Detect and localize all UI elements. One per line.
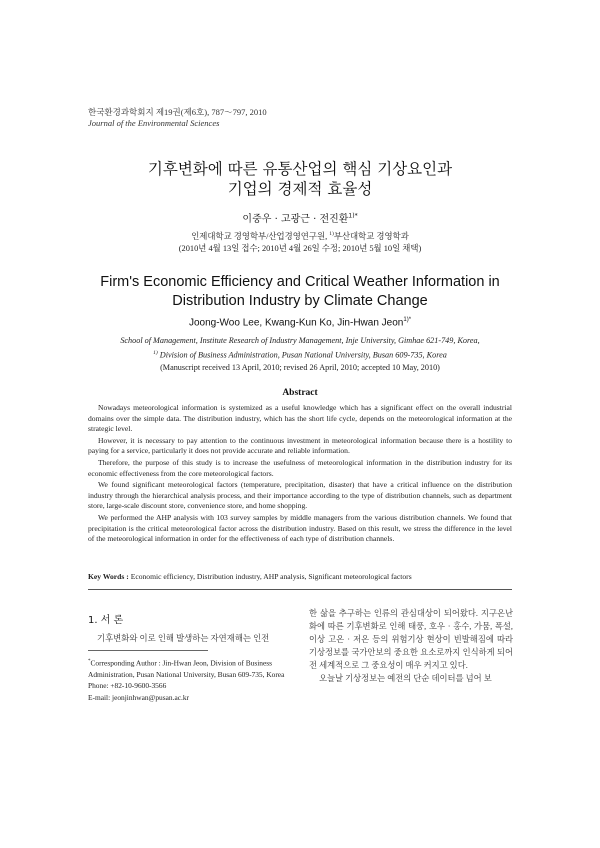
english-authors <box>0 317 600 328</box>
english-authors-mark: 1)* <box>403 317 412 323</box>
affiliation-mark: 1) <box>153 350 158 356</box>
english-received-dates: (Manuscript received 13 April, 2010; revised 26 April, 2010; accepted 10 May, 2010) <box>160 362 440 372</box>
keywords <box>88 572 512 582</box>
english-authors-names: Joong-Woo Lee, Kwang-Kun Ko, Jin-Hwan Jeon <box>188 317 404 329</box>
korean-authors <box>0 210 600 225</box>
korean-affiliation-pusan: 부산대학교 경영학과 <box>333 231 409 241</box>
journal-english: Journal of the Environmental Sciences <box>88 118 220 128</box>
footnote-phone: Phone: +82-10-9600-3566 <box>88 681 167 691</box>
korean-authors-mark: 1)* <box>348 212 358 220</box>
korean-title-line: 기후변화에 따른 유통산업의 핵심 기상요인과 <box>147 160 453 178</box>
right-column-paragraph: 오늘날 기상정보는 예전의 단순 데이터를 넘어 보 <box>319 674 492 683</box>
english-affiliation-inje: School of Management, Institute Research of Industry Management, Inje University, Gimhae 621-749, Korea, <box>120 336 480 345</box>
english-title <box>0 273 600 311</box>
abstract-paragraph: We performed the AHP analysis with 103 survey samples by middle managers from the various distribution channels. We found that precipitation is the critical meteorological factor across the distribution industry. Based on this result, we stress the difference in the level of the meteorological information in order for the effectiveness of each type of distribution channels. <box>88 512 512 544</box>
footnote-corresponding-author <box>88 656 298 680</box>
left-column-text: 기후변화와 이로 인해 발생하는 자연재해는 인전 <box>97 634 270 643</box>
keywords-text: Economic efficiency, Distribution industry, AHP analysis, Significant meteorological factors <box>128 572 412 581</box>
abstract-paragraph: Therefore, the purpose of this study is to increase the usefulness of meteorological information in the distribution industry for its economic effectiveness from the core meteorological factors. <box>88 457 512 478</box>
affiliation-mark: 1) <box>329 231 334 237</box>
journal-header <box>88 107 267 129</box>
right-column <box>309 607 513 685</box>
section-heading-introduction: 1. 서 론 <box>88 615 124 626</box>
english-title-line: Firm's Economic Efficiency and Critical Weather Information in <box>100 274 500 290</box>
korean-affiliation-line1 <box>0 228 600 243</box>
divider <box>88 589 512 590</box>
footnote-star: * <box>88 659 91 664</box>
korean-authors-names: 이중우 · 고광근 · 전진환 <box>242 214 349 225</box>
korean-affiliation-inje: 인제대학교 경영학부/산업경영연구원, <box>191 231 328 241</box>
english-affiliation-pusan-line <box>0 347 600 362</box>
korean-affiliation <box>0 228 600 255</box>
korean-received-dates: (2010년 4월 13일 접수; 2010년 4월 26일 수정; 2010년 5월 10일 채택) <box>178 243 422 253</box>
keywords-label: Key Words : <box>88 572 129 581</box>
footnote-author-text: Corresponding Author : Jin-Hwan Jeon, Division of Business Administration, Pusan National University, Busan 609-735, Korea <box>88 658 285 679</box>
abstract-paragraph: Nowadays meteorological information is systemized as a useful knowledge which has a significant effect on the overall industrial domains over the simple data. The distribution industry, which has the short life cycle, depends on the meteorological information at the strategic level. <box>88 403 512 434</box>
abstract-paragraph: However, it is necessary to pay attention to the continuous investment in meteorological information because there is a hostility to paying for a service, particularly it does not provide accurate and reliable information. <box>88 435 512 456</box>
abstract-body <box>88 403 512 546</box>
journal-korean: 한국환경과학회지 제19권(제6호), 787～797, 2010 <box>88 107 267 117</box>
abstract-heading: Abstract <box>282 388 318 398</box>
footnote-email: E-mail: jeonjinhwan@pusan.ac.kr <box>88 692 190 702</box>
english-title-line: Distribution Industry by Climate Change <box>172 293 428 309</box>
korean-title-line: 기업의 경제적 효율성 <box>227 180 373 198</box>
english-affiliation-pusan: Division of Business Administration, Pusan National University, Busan 609-735, Korea <box>157 350 447 360</box>
right-column-paragraph: 한 삶을 추구하는 인류의 관심대상이 되어왔다. 지구온난화에 따른 기후변화로 인해 태풍, 호우 · 홍수, 가뭄, 폭설, 이상 고온 · 저온 등의 위험기상 현상이 빈발해짐에 따라 기상정보를 국가안보의 중요한 요소로까지 인식하게 되어 전 세계적으로 그 중요성이 매우 커지고 있다. <box>309 609 513 670</box>
footnote-divider <box>88 650 208 651</box>
english-affiliation <box>0 335 600 374</box>
footnote <box>88 656 298 703</box>
abstract-paragraph: We found significant meteorological factors (temperature, precipitation, disaster) that have a critical influence on the distribution industry through the hierarchical analysis process, and their importance according to the type of distribution channels, such as department store, large-scale discount store, convenience store, and home shopping. <box>88 480 512 511</box>
korean-title <box>0 159 600 199</box>
